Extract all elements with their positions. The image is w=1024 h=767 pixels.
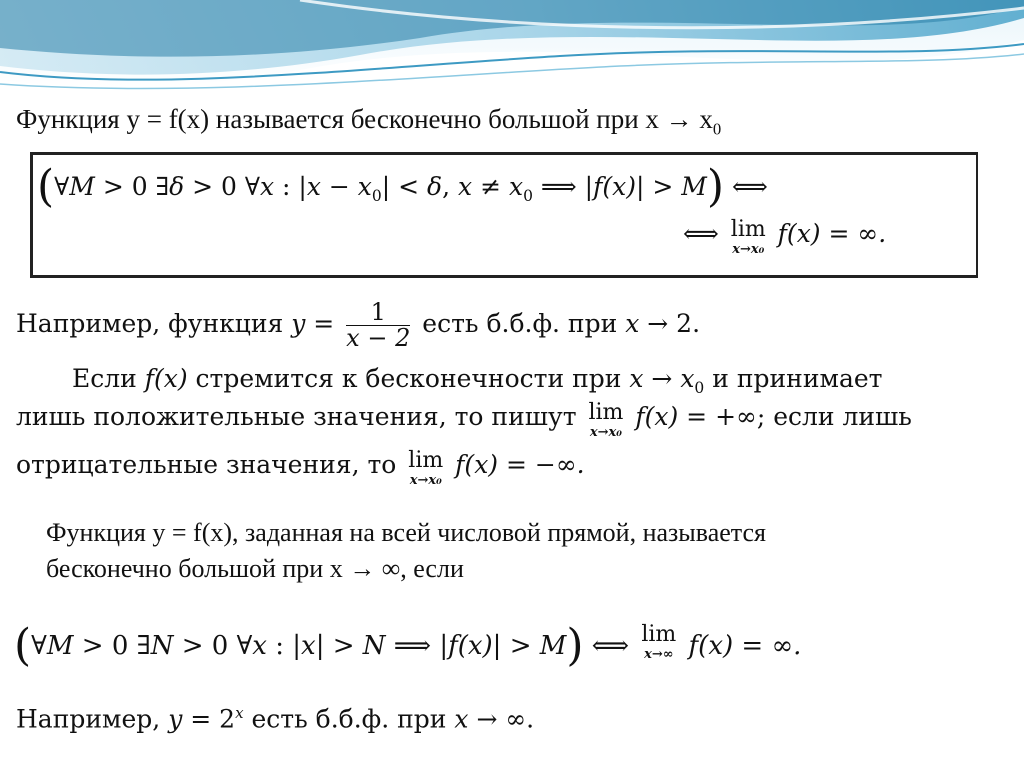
text: : | (266, 631, 302, 661)
iff-arrow: ⟺ (583, 631, 638, 661)
lim-word: lim (730, 217, 766, 242)
var-x: x (454, 704, 469, 734)
var-x0: x (508, 172, 524, 201)
var-x: x (301, 631, 316, 661)
right-paren: ) (566, 620, 584, 671)
limit-value: f(x) = ∞. (680, 631, 802, 661)
var-N: N (150, 631, 174, 661)
var-x: x (252, 631, 267, 661)
limit-operator (588, 402, 623, 439)
var-x: x (259, 172, 275, 201)
definition-heading (16, 104, 721, 139)
greater-than: | > (635, 172, 682, 201)
text: и принимает (704, 364, 883, 393)
subscript-0: 0 (694, 379, 705, 397)
right-paren: ) (706, 161, 725, 212)
var-y: y (291, 309, 306, 339)
function-f: f (593, 172, 603, 201)
limit-operator (641, 624, 676, 661)
text: > 0 ∃ (73, 631, 151, 661)
definition-formula-box (30, 152, 978, 278)
text: Если (72, 364, 145, 393)
text: > 0 ∀ (173, 631, 253, 661)
lim-subscript: x→x₀ (409, 473, 442, 488)
comma: , (442, 172, 459, 201)
var-x: x (629, 364, 644, 393)
lim-subscript: x→x₀ (732, 242, 765, 257)
var-delta: δ (427, 172, 443, 201)
text: лишь положительные значения, то пишут (16, 402, 585, 431)
gt-zero-exists: > 0 ∃ (94, 172, 170, 201)
text: отрицательные значения, то (16, 450, 405, 479)
fraction (346, 300, 410, 351)
left-paren: ( (37, 161, 55, 212)
limit-operator (408, 450, 443, 487)
var-x: x (306, 172, 321, 201)
formula-line-2 (683, 219, 886, 256)
lim-subscript: x→x₀ (589, 425, 622, 440)
forall-symbol: ∀ (31, 631, 47, 661)
less-than: | < (381, 172, 428, 201)
iff-arrow: ⟺ (683, 219, 719, 248)
example-1-suffix: есть б.б.ф. при (414, 309, 626, 339)
fraction-denominator: x − 2 (346, 324, 411, 353)
lim-word: lim (641, 622, 677, 647)
arrow-to-infinity: → ∞. (468, 704, 535, 734)
var-M: M (681, 172, 707, 201)
var-x0: x (357, 172, 372, 201)
header-wave-decoration (0, 0, 1024, 100)
var-x: x (625, 309, 640, 339)
definition-2-line-2: бесконечно большой при x → ∞, если (46, 554, 464, 583)
minus-sign: − (320, 172, 358, 201)
not-equal: ≠ (472, 172, 509, 201)
paragraph-line-1 (72, 364, 882, 397)
example-2-suffix: есть б.б.ф. при (243, 704, 455, 734)
implies-arrow: ⟹ | (385, 631, 449, 661)
function-arg: (x) (602, 172, 636, 201)
subscript-0: 0 (523, 187, 533, 205)
var-M: M (539, 631, 567, 661)
formula-2 (14, 620, 802, 671)
equals-two: = 2 (182, 704, 236, 734)
var-M: M (46, 631, 74, 661)
heading-subscript: 0 (712, 119, 722, 139)
example-1 (16, 300, 700, 351)
var-x: x (458, 172, 473, 201)
text: стремится к бесконечности при (187, 364, 630, 393)
colon-abs: : | (274, 172, 307, 201)
function-fx: f(x) (144, 364, 188, 393)
lim-subscript: x→∞ (644, 647, 674, 662)
definition-2-line-1: Функция y = f(x), заданная на всей числовой прямой, называется (46, 518, 766, 547)
var-M: M (69, 172, 95, 201)
example-1-prefix: Например, функция (16, 309, 292, 339)
equals: = (305, 309, 343, 339)
limit-operator (731, 219, 766, 256)
forall-symbol: ∀ (54, 172, 70, 201)
iff-arrow: ⟺ (724, 172, 768, 201)
arrow-to-2: → 2. (639, 309, 701, 339)
lim-word: lim (588, 400, 624, 425)
text: | > (492, 631, 540, 661)
left-paren: ( (14, 620, 32, 671)
lim-word: lim (408, 448, 444, 473)
var-N: N (362, 631, 386, 661)
implies-arrow: ⟹ | (532, 172, 594, 201)
var-y: y (168, 704, 183, 734)
arrow: → (643, 364, 681, 393)
definition-heading-text: Функция y = f(x) называется бесконечно большой при x → x (16, 104, 713, 134)
example-2-prefix: Например, (16, 704, 169, 734)
gt-zero-forall: > 0 ∀ (184, 172, 260, 201)
limit-minus-infinity: f(x) = −∞. (447, 450, 585, 479)
formula-line-1 (37, 161, 768, 212)
function-fx: f(x) (448, 631, 493, 661)
paragraph-line-2 (16, 402, 912, 439)
fraction-numerator: 1 (346, 300, 410, 326)
paragraph-line-3 (16, 450, 585, 487)
var-x0: x (680, 364, 695, 393)
example-2 (16, 704, 534, 733)
var-delta: δ (169, 172, 185, 201)
limit-value: f(x) = ∞. (769, 219, 887, 248)
limit-plus-infinity: f(x) = +∞ (627, 402, 757, 431)
exponent-x: x (235, 704, 244, 722)
subscript-0: 0 (371, 187, 382, 205)
text: | > (315, 631, 363, 661)
text: ; если лишь (756, 402, 912, 431)
